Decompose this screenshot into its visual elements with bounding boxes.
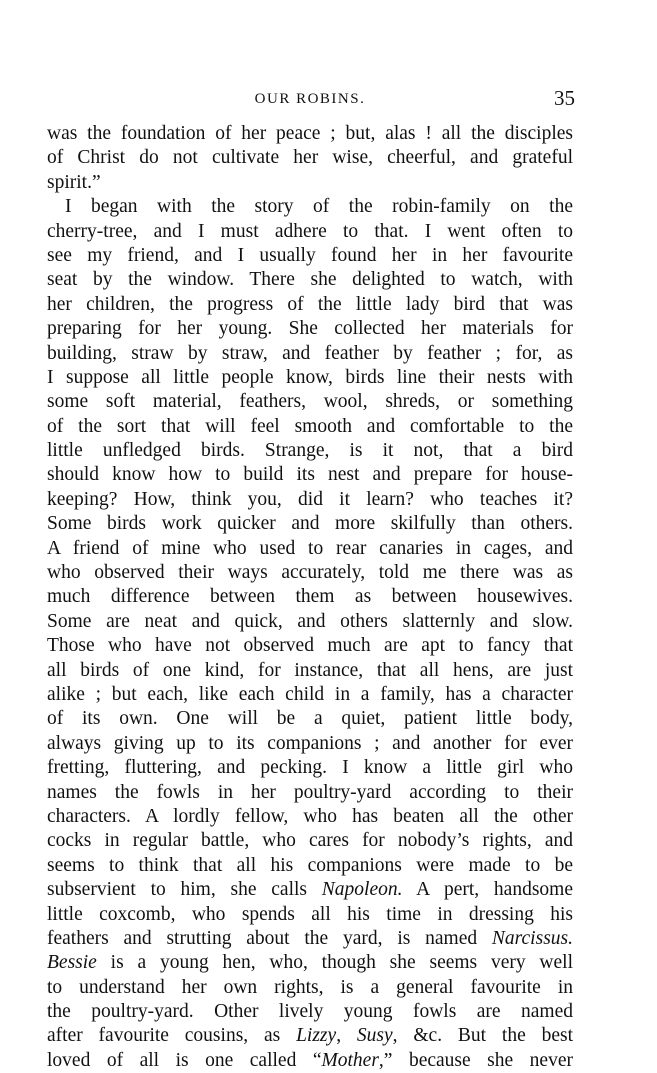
text-segment: characters. A lordly fellow, who has beaten all the other bbox=[47, 805, 573, 827]
text-line bbox=[47, 220, 573, 244]
italic-text: Lizzy bbox=[296, 1025, 337, 1047]
text-line bbox=[47, 390, 573, 414]
text-line bbox=[47, 415, 573, 439]
text-line bbox=[47, 829, 573, 853]
text-line bbox=[47, 805, 573, 829]
text-segment: of the sort that will feel smooth and comfortable to the bbox=[47, 415, 573, 437]
text-line bbox=[47, 1024, 573, 1048]
text-segment: of Christ do not cultivate her wise, cheerful, and grateful bbox=[47, 147, 573, 169]
text-line bbox=[47, 244, 573, 268]
italic-text: Napoleon. bbox=[321, 879, 403, 901]
text-segment: A friend of mine who used to rear canaries in cages, and bbox=[47, 537, 573, 559]
text-segment: names the fowls in her poultry-yard according to their bbox=[47, 781, 573, 803]
text-line bbox=[47, 903, 573, 927]
text-segment: her children, the progress of the little lady bird that was bbox=[47, 293, 573, 315]
text-line bbox=[47, 488, 573, 512]
text-segment: to understand her own rights, is a general favourite in bbox=[47, 976, 573, 998]
text-segment: seat by the window. There she delighted to watch, with bbox=[47, 269, 573, 291]
text-line bbox=[47, 293, 573, 317]
italic-text: Narcissus. bbox=[491, 927, 573, 949]
text-segment: little coxcomb, who spends all his time in dressing his bbox=[47, 903, 573, 925]
text-segment: I suppose all little people know, birds line their nests with bbox=[47, 366, 573, 388]
text-segment: is a young hen, who, though she seems very well bbox=[96, 952, 573, 974]
text-line bbox=[47, 195, 573, 219]
italic-text: Bessie bbox=[47, 952, 97, 974]
text-segment: Some are neat and quick, and others slatternly and slow. bbox=[47, 610, 573, 632]
body-text bbox=[47, 122, 573, 1073]
text-line bbox=[47, 854, 573, 878]
text-segment: keeping? How, think you, did it learn? who teaches it? bbox=[47, 488, 573, 510]
text-segment: fretting, fluttering, and pecking. I know a little girl who bbox=[47, 757, 573, 779]
text-line bbox=[47, 122, 573, 146]
text-segment: should know how to build its nest and prepare for house- bbox=[47, 464, 573, 486]
text-line bbox=[47, 610, 573, 634]
text-line bbox=[47, 659, 573, 683]
text-line bbox=[47, 707, 573, 731]
text-line bbox=[47, 585, 573, 609]
text-line bbox=[47, 146, 573, 170]
text-line bbox=[47, 951, 573, 975]
text-segment: A pert, handsome bbox=[402, 879, 573, 901]
text-line bbox=[47, 537, 573, 561]
text-line bbox=[47, 634, 573, 658]
text-line bbox=[47, 1000, 573, 1024]
text-line bbox=[47, 878, 573, 902]
page-number: 35 bbox=[554, 86, 575, 110]
text-line bbox=[47, 732, 573, 756]
text-line bbox=[47, 1049, 573, 1073]
text-line bbox=[47, 561, 573, 585]
text-segment: building, straw by straw, and feather by feather ; for, as bbox=[47, 342, 573, 364]
text-segment: , &c. But the best bbox=[392, 1025, 573, 1047]
text-segment: feathers and strutting about the yard, is named bbox=[47, 927, 492, 949]
text-segment: after favourite cousins, as bbox=[47, 1025, 297, 1047]
text-line bbox=[47, 756, 573, 780]
text-segment: Some birds work quicker and more skilfully than others. bbox=[47, 513, 573, 535]
text-segment: see my friend, and I usually found her in her favourite bbox=[47, 244, 573, 266]
italic-text: Mother bbox=[321, 1049, 379, 1071]
text-line bbox=[47, 512, 573, 536]
italic-text: Susy bbox=[356, 1025, 393, 1047]
text-segment: preparing for her young. She collected her materials for bbox=[47, 318, 573, 340]
text-segment: all birds of one kind, for instance, that all hens, are just bbox=[47, 659, 573, 681]
text-segment: spirit.” bbox=[47, 171, 101, 193]
text-segment: subservient to him, she calls bbox=[47, 879, 322, 901]
text-segment: ,” because she never bbox=[378, 1049, 573, 1071]
text-line bbox=[47, 781, 573, 805]
text-segment: some soft material, feathers, wool, shreds, or something bbox=[47, 391, 573, 413]
text-segment: of its own. One will be a quiet, patient little body, bbox=[47, 708, 573, 730]
text-segment: was the foundation of her peace ; but, alas ! all the disciples bbox=[47, 123, 573, 144]
text-line bbox=[47, 927, 573, 951]
text-segment: seems to think that all his companions were made to be bbox=[47, 854, 573, 876]
text-line bbox=[47, 366, 573, 390]
running-title: OUR ROBINS. bbox=[254, 91, 366, 107]
text-line bbox=[47, 342, 573, 366]
text-segment: cherry-tree, and I must adhere to that. I went often to bbox=[47, 220, 573, 242]
text-segment: loved of all is one called “ bbox=[47, 1049, 322, 1071]
text-line bbox=[47, 463, 573, 487]
text-line bbox=[47, 683, 573, 707]
text-segment: Those who have not observed much are apt to fancy that bbox=[47, 635, 573, 657]
text-line bbox=[47, 976, 573, 1000]
running-head bbox=[50, 86, 575, 112]
text-line bbox=[47, 317, 573, 341]
text-segment: , bbox=[336, 1025, 357, 1047]
text-segment: who observed their ways accurately, told me there was as bbox=[47, 562, 573, 584]
text-segment: much difference between them as between housewives. bbox=[47, 586, 573, 608]
text-segment: the poultry-yard. Other lively young fowls are named bbox=[47, 1001, 573, 1023]
text-segment: always giving up to its companions ; and another for ever bbox=[47, 732, 573, 754]
text-segment: I began with the story of the robin-family on the bbox=[65, 196, 573, 218]
text-line bbox=[47, 171, 573, 195]
text-line bbox=[47, 439, 573, 463]
text-segment: alike ; but each, like each child in a family, has a character bbox=[47, 683, 573, 705]
text-line bbox=[47, 268, 573, 292]
text-segment: cocks in regular battle, who cares for nobody’s rights, and bbox=[47, 830, 573, 852]
text-segment: little unfledged birds. Strange, is it not, that a bird bbox=[47, 440, 573, 462]
